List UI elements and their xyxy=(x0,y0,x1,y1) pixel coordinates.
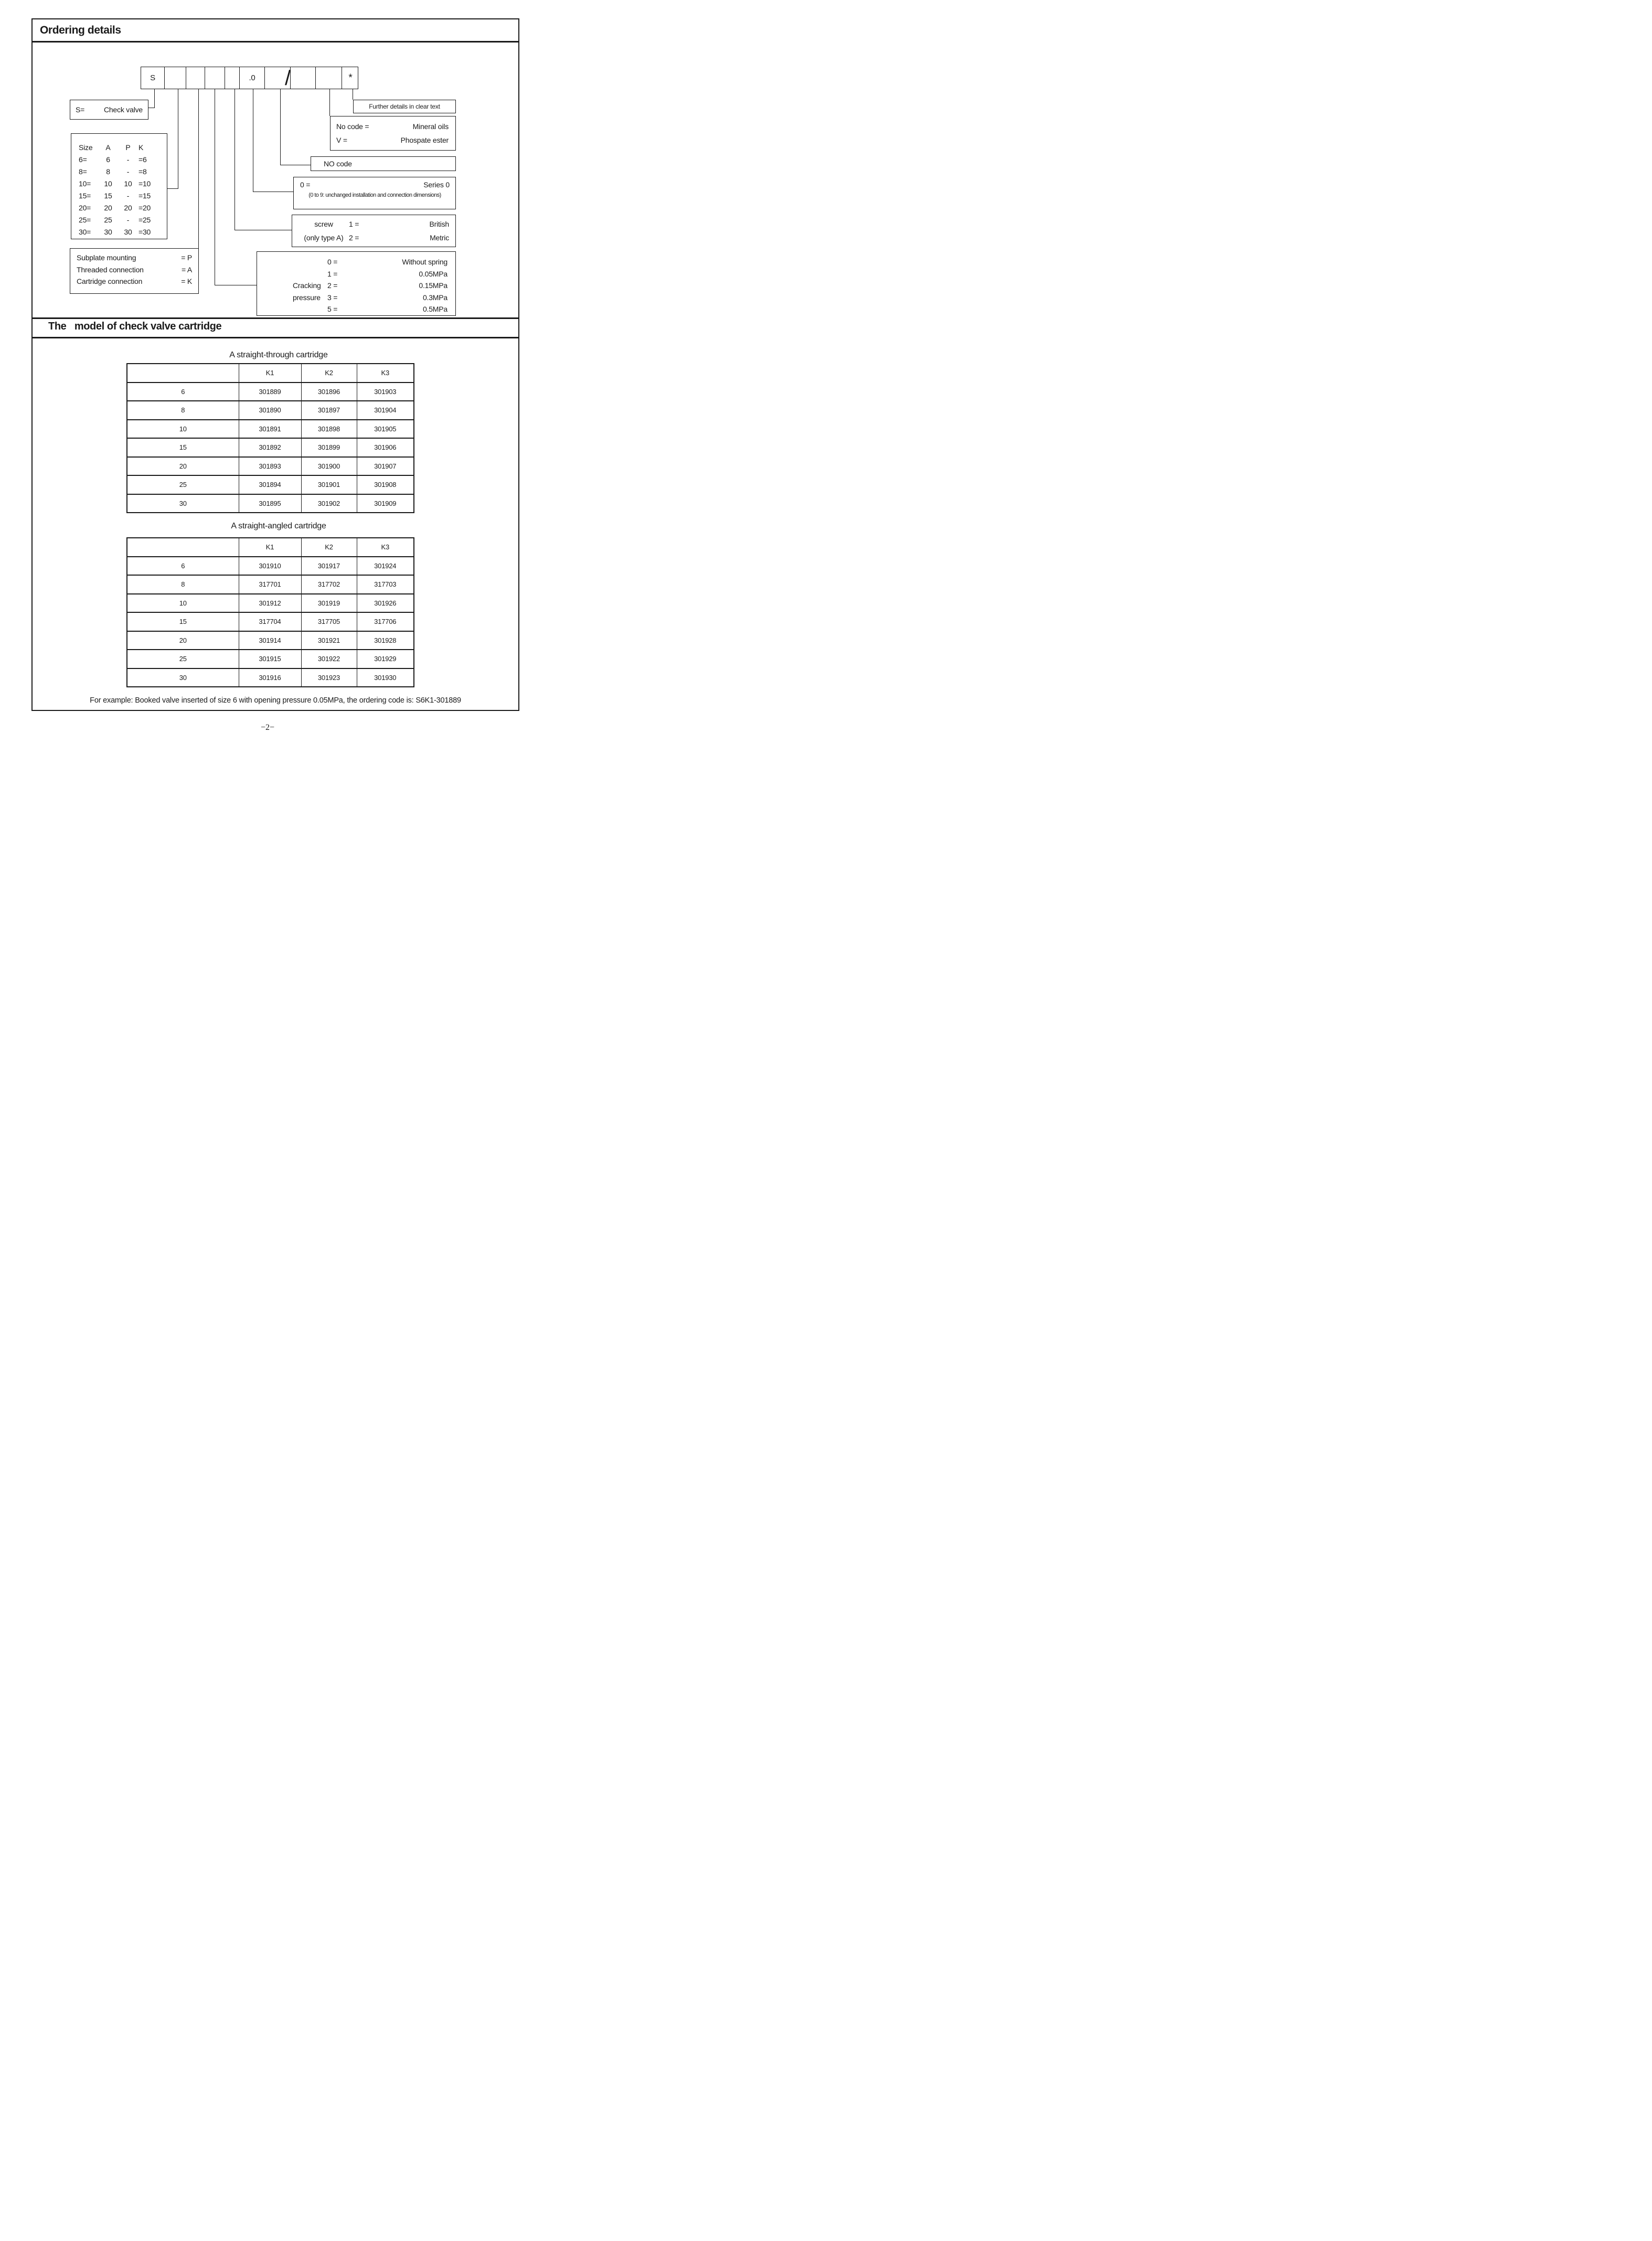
further-details-label: Further details in clear text xyxy=(369,103,440,110)
size-cell: 10 xyxy=(104,179,112,188)
mounting-row xyxy=(77,265,192,274)
table-cell: 6 xyxy=(127,383,239,401)
table1-title: A straight-through cartridge xyxy=(229,351,328,359)
size-cell: - xyxy=(126,191,130,200)
table-cell: 15 xyxy=(127,612,239,631)
size-cell: =15 xyxy=(138,191,151,200)
size-cell: 15 xyxy=(104,191,112,200)
series-note: (0 to 9: unchanged installation and connection dimensions) xyxy=(308,192,441,198)
section-title: The model of check valve cartridge xyxy=(48,321,222,332)
screw-value: British xyxy=(429,220,449,229)
table-cell: 301923 xyxy=(301,668,357,687)
order-code-row xyxy=(141,67,358,89)
table-row xyxy=(127,631,414,650)
fluid-value: Mineral oils xyxy=(412,122,449,131)
table-cell: 8 xyxy=(127,575,239,594)
fluid-code: V = xyxy=(336,136,347,145)
size-cell: - xyxy=(126,155,130,164)
table-cell: 301900 xyxy=(301,457,357,476)
table-cell: 301912 xyxy=(239,594,301,613)
order-code-cell xyxy=(290,67,315,89)
table-cell: 301895 xyxy=(239,494,301,513)
mounting-value: = A xyxy=(181,265,192,274)
table-row xyxy=(127,594,414,613)
table-cell: 15 xyxy=(127,438,239,457)
fluid-type-callout xyxy=(330,116,456,151)
size-cell: 10= xyxy=(79,179,91,188)
fluid-row xyxy=(336,122,449,131)
cracking-value: Without spring xyxy=(402,258,447,267)
table-row xyxy=(127,575,414,594)
table-header-cell: K1 xyxy=(239,538,301,557)
table-row xyxy=(127,650,414,668)
table-header-row xyxy=(127,538,414,557)
table-cell: 301898 xyxy=(301,420,357,439)
table-cell: 301919 xyxy=(301,594,357,613)
mounting-label: Threaded connection xyxy=(77,265,144,274)
table-header-cell: K2 xyxy=(301,538,357,557)
size-cell: =8 xyxy=(138,167,147,176)
table-header-cell xyxy=(127,538,239,557)
table-cell: 20 xyxy=(127,631,239,650)
table-cell: 301909 xyxy=(357,494,414,513)
table-cell: 301914 xyxy=(239,631,301,650)
size-cell: 20= xyxy=(79,203,91,212)
table-cell: 301910 xyxy=(239,557,301,576)
screw-row xyxy=(299,220,449,228)
page-title: Ordering details xyxy=(40,24,121,36)
table-row xyxy=(127,668,414,687)
connector-line xyxy=(154,89,155,108)
size-cell: =10 xyxy=(138,179,151,188)
size-table-callout xyxy=(71,133,167,239)
table-row xyxy=(127,401,414,420)
table-cell: 301899 xyxy=(301,438,357,457)
size-header: K xyxy=(138,143,144,152)
screw-value: Metric xyxy=(430,233,449,242)
table-cell: 317702 xyxy=(301,575,357,594)
size-cell: =6 xyxy=(138,155,147,164)
mounting-value: = K xyxy=(181,277,192,286)
mounting-row xyxy=(77,277,192,285)
size-cell: 10 xyxy=(124,179,132,188)
table-cell: 301908 xyxy=(357,475,414,494)
cracking-label: Cracking xyxy=(293,281,321,290)
size-cell: 8= xyxy=(79,167,87,176)
order-code-cell: S xyxy=(150,73,155,82)
order-code-cell-asterisk: * xyxy=(342,67,359,89)
cracking-code: 5 = xyxy=(327,305,338,314)
table-cell: 301896 xyxy=(301,383,357,401)
cracking-grid xyxy=(257,252,455,315)
cracking-code: 1 = xyxy=(327,269,338,278)
size-cell: 15= xyxy=(79,191,91,200)
table-cell: 301903 xyxy=(357,383,414,401)
page-number: −2− xyxy=(260,723,275,732)
section-divider-top xyxy=(31,317,519,319)
table-cell: 301901 xyxy=(301,475,357,494)
fluid-value: Phospate ester xyxy=(400,136,449,145)
table-cell: 301897 xyxy=(301,401,357,420)
size-header: Size xyxy=(79,143,93,152)
screw-label: (only type A) xyxy=(304,233,344,242)
cracking-code: 0 = xyxy=(327,258,338,267)
table-cell: 301928 xyxy=(357,631,414,650)
screw-row xyxy=(299,233,449,242)
size-cell: 30= xyxy=(79,227,91,236)
mounting-label: Subplate mounting xyxy=(77,253,136,262)
size-cell: - xyxy=(126,215,130,224)
size-cell: =25 xyxy=(138,215,151,224)
series-code: 0 = xyxy=(300,180,311,189)
table-cell: 301921 xyxy=(301,631,357,650)
size-cell: 30 xyxy=(124,227,132,236)
connector-line xyxy=(329,89,330,116)
table-cell: 301889 xyxy=(239,383,301,401)
order-code-cell xyxy=(164,67,186,89)
size-cell: 6 xyxy=(106,155,110,164)
size-cell: 20 xyxy=(124,203,132,212)
order-code-cell: .0 xyxy=(239,67,264,89)
order-code-cell xyxy=(205,67,225,89)
cracking-value: 0.3MPa xyxy=(422,293,447,302)
table-cell: 301915 xyxy=(239,650,301,668)
table-cell: 30 xyxy=(127,668,239,687)
table-cell: 301891 xyxy=(239,420,301,439)
table-cell: 317701 xyxy=(239,575,301,594)
table-cell: 301894 xyxy=(239,475,301,494)
table-cell: 301930 xyxy=(357,668,414,687)
section-divider-bottom xyxy=(31,337,519,338)
example-note: For example: Booked valve inserted of size 6 with opening pressure 0.05MPa, the ordering code is: S6K1-301889 xyxy=(90,696,461,705)
screw-label: screw xyxy=(314,220,333,229)
table-row xyxy=(127,612,414,631)
further-details-callout xyxy=(353,100,456,113)
table-cell: 6 xyxy=(127,557,239,576)
mounting-row xyxy=(77,253,192,262)
size-cell: 25= xyxy=(79,215,91,224)
table-cell: 317703 xyxy=(357,575,414,594)
table-row xyxy=(127,420,414,439)
table-header-cell: K3 xyxy=(357,538,414,557)
table-cell: 301890 xyxy=(239,401,301,420)
order-code-cell xyxy=(315,67,342,89)
cracking-code: 2 = xyxy=(327,281,338,290)
mounting-label: Cartridge connection xyxy=(77,277,143,286)
table-cell: 301922 xyxy=(301,650,357,668)
check-valve-label: Check valve xyxy=(103,105,143,114)
size-cell: =30 xyxy=(138,227,151,236)
table-cell: 317705 xyxy=(301,612,357,631)
check-valve-callout xyxy=(70,100,148,120)
table-row xyxy=(127,438,414,457)
order-code-cell xyxy=(186,67,205,89)
cracking-code: 3 = xyxy=(327,293,338,302)
connector-line xyxy=(280,89,281,165)
size-cell: 30 xyxy=(104,227,112,236)
table-header-cell: K3 xyxy=(357,364,414,383)
size-cell: =20 xyxy=(138,203,151,212)
cracking-label: pressure xyxy=(293,293,321,302)
order-code-cell xyxy=(225,67,239,89)
screw-code: 1 = xyxy=(349,220,359,229)
table-cell: 301902 xyxy=(301,494,357,513)
table-cell: 30 xyxy=(127,494,239,513)
table-cell: 301904 xyxy=(357,401,414,420)
table-cell: 25 xyxy=(127,650,239,668)
size-header: A xyxy=(105,143,111,152)
table-cell: 301917 xyxy=(301,557,357,576)
mounting-value: = P xyxy=(181,253,192,262)
table2-title: A straight-angled cartridge xyxy=(231,522,326,530)
table-cell: 317704 xyxy=(239,612,301,631)
table-cell: 301929 xyxy=(357,650,414,668)
header-divider xyxy=(31,41,519,43)
series-value: Series 0 xyxy=(423,180,450,189)
table-cell: 301924 xyxy=(357,557,414,576)
size-cell: 8 xyxy=(106,167,110,176)
table-cell: 8 xyxy=(127,401,239,420)
size-table xyxy=(71,134,167,238)
no-code-label: NO code xyxy=(324,160,352,168)
cracking-value: 0.05MPa xyxy=(419,269,447,278)
screw-thread-callout xyxy=(292,215,456,247)
table-row xyxy=(127,475,414,494)
table-cell: 301905 xyxy=(357,420,414,439)
table-row xyxy=(127,494,414,513)
table-header-cell xyxy=(127,364,239,383)
table-header-cell: K1 xyxy=(239,364,301,383)
table-row xyxy=(127,457,414,476)
table-cell: 301916 xyxy=(239,668,301,687)
table-cell: 301906 xyxy=(357,438,414,457)
table-cell: 25 xyxy=(127,475,239,494)
table-cell: 301907 xyxy=(357,457,414,476)
cracking-value: 0.5MPa xyxy=(422,305,447,314)
table-row xyxy=(127,557,414,576)
size-cell: - xyxy=(126,167,130,176)
check-valve-code: S= xyxy=(76,105,85,114)
connector-line xyxy=(167,188,178,189)
size-cell: 25 xyxy=(104,215,112,224)
table-cell: 10 xyxy=(127,594,239,613)
fluid-row xyxy=(336,136,449,144)
mounting-callout xyxy=(70,248,199,294)
size-header: P xyxy=(125,143,131,152)
table-cell: 317706 xyxy=(357,612,414,631)
fluid-code: No code = xyxy=(336,122,369,131)
straight-angled-table xyxy=(126,537,414,687)
page xyxy=(0,0,551,747)
cracking-value: 0.15MPa xyxy=(419,281,447,290)
table-cell: 301926 xyxy=(357,594,414,613)
size-cell: 20 xyxy=(104,203,112,212)
connector-line xyxy=(198,89,199,249)
cracking-pressure-callout xyxy=(257,251,456,316)
series-callout xyxy=(293,177,456,209)
table-header-cell: K2 xyxy=(301,364,357,383)
table-row xyxy=(127,383,414,401)
screw-code: 2 = xyxy=(349,233,359,242)
series-row xyxy=(300,180,450,189)
table-header-row xyxy=(127,364,414,383)
table-cell: 10 xyxy=(127,420,239,439)
no-code-callout xyxy=(311,156,456,171)
slash-separator: / xyxy=(285,67,291,90)
table-cell: 20 xyxy=(127,457,239,476)
table-cell: 301892 xyxy=(239,438,301,457)
straight-through-table xyxy=(126,363,414,513)
size-cell: 6= xyxy=(79,155,87,164)
table-cell: 301893 xyxy=(239,457,301,476)
